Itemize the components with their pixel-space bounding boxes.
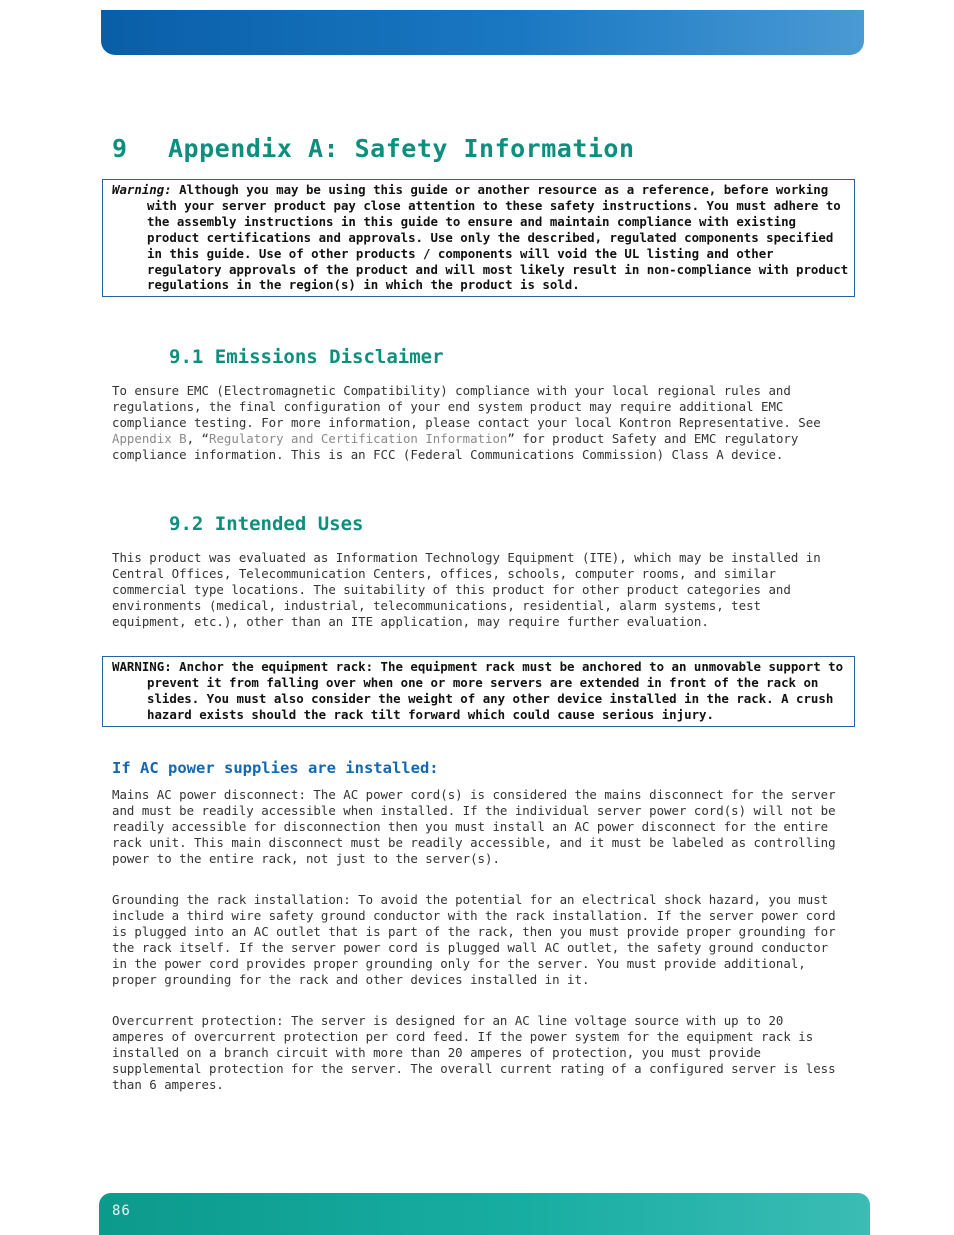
chapter-title-text: Appendix A: Safety Information xyxy=(168,134,635,163)
emissions-paragraph xyxy=(112,383,837,463)
mains-disconnect-paragraph: Mains AC power disconnect: The AC power cord(s) is considered the mains disconnect for the server and must be readily accessible when installed. If the individual server power cord(s) will not be readily accessible for disconnection then you must install an AC power disconnect for the entire rack unit. This main disconnect must be readily accessible, and it must be labeled as controlling power to the entire rack, not just to the server(s). xyxy=(112,787,836,866)
ac-power-heading: If AC power supplies are installed: xyxy=(112,759,439,777)
warning-body: Although you may be using this guide or another resource as a reference, before working with your server product pay close attention to these safety instructions. You must adhere to the assembly instructions in this guide to ensure and maintain compliance with existing product certifications and approvals. Use only the described, regulated components specified in this guide. Use of other products / components will void the UL listing and other regulatory approvals of the product and will most likely result in non-compliance with product regulations in the region(s) in which the product is sold. xyxy=(147,182,849,293)
warning-label: Warning: xyxy=(112,182,172,197)
intended-uses-paragraph: This product was evaluated as Information Technology Equipment (ITE), which may be installed in Central Offices, Telecommunication Centers, offices, schools, computer rooms, and similar commercial type locations. The suitability of this product for other product categories and environments (medical, industrial, telecommunications, residential, alarm systems, test equipment, etc.), other than an ITE application, may require further evaluation. xyxy=(112,550,821,629)
safety-warning-text xyxy=(112,182,849,293)
safety-warning-box xyxy=(102,179,855,297)
rack-warning-box xyxy=(102,656,855,727)
chapter-number: 9 xyxy=(112,134,128,163)
emissions-text-mid: , “ xyxy=(186,431,209,446)
page-number: 86 xyxy=(112,1203,131,1219)
appendix-b-link[interactable]: Appendix B xyxy=(112,431,187,446)
regulatory-info-link[interactable]: Regulatory and Certification Information xyxy=(209,431,508,446)
emissions-text-before: To ensure EMC (Electromagnetic Compatibility) compliance with your local regional rules and regulations, the final configuration of your end system product may require additional EMC compliance testing. For more information, please contact your local Kontron Representative. See xyxy=(112,383,821,430)
header-band xyxy=(101,10,864,55)
chapter-title xyxy=(112,134,635,163)
section-heading-emissions: 9.1 Emissions Disclaimer xyxy=(169,346,444,368)
overcurrent-paragraph: Overcurrent protection: The server is designed for an AC line voltage source with up to 20 amperes of overcurrent protection per cord feed. If the power system for the equipment rack is installed on a branch circuit with more than 20 amperes of protection, you must provide supplemental protection for the server. The overall current rating of a configured server is less than 6 amperes. xyxy=(112,1013,836,1092)
grounding-paragraph: Grounding the rack installation: To avoid the potential for an electrical shock hazard, you must include a third wire safety ground conductor with the rack installation. If the server power cord is plugged into an AC outlet that is part of the rack, then you must provide proper grounding for the rack itself. If the server power cord is plugged wall AC outlet, the safety ground conductor in the power cord provides proper grounding only for the server. You must provide additional, proper grounding for the rack and other devices installed in it. xyxy=(112,892,836,987)
footer-band xyxy=(99,1193,870,1235)
emissions-text-after: ” for product Safety and EMC regulatory compliance information. This is an FCC (Federal Communications Commission) Class A device. xyxy=(112,431,799,462)
section-heading-intended-uses: 9.2 Intended Uses xyxy=(169,513,364,535)
rack-warning-text: WARNING: Anchor the equipment rack: The equipment rack must be anchored to an unmovable support to prevent it from falling over when one or more servers are extended in front of the rack on slides. You must also consider the weight of any other device installed in the rack. A crush hazard exists should the rack tilt forward which could cause serious injury. xyxy=(112,659,844,722)
